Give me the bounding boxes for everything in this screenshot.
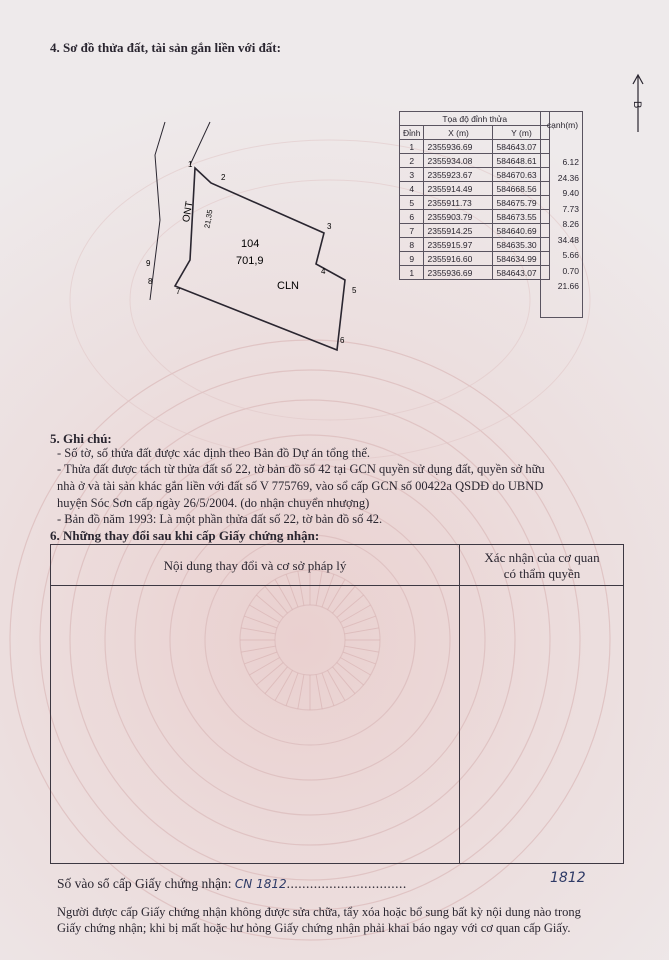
registration-number: CN 1812: [234, 877, 287, 891]
registration-label: Số vào sổ cấp Giấy chứng nhận:: [57, 876, 232, 891]
edge-lengths-column: [540, 111, 583, 318]
road-label: ONT: [181, 200, 196, 224]
note-line-5: - Bản đồ năm 1993: Là một phần thửa đất số 22, tờ bản đồ số 42.: [57, 512, 383, 526]
parcel-number: 104: [241, 238, 260, 250]
coord-cell-no: 9: [400, 252, 424, 266]
vertex-7: 7: [176, 287, 181, 296]
coord-row: [400, 266, 550, 280]
edge-value: 9.40: [562, 188, 579, 198]
registration-dots: ...............................: [286, 876, 407, 891]
vertex-4: 4: [321, 267, 326, 276]
edge-value: 34.48: [557, 234, 579, 245]
col-header-y: Y (m): [493, 126, 550, 140]
margin-note: 1812: [550, 870, 586, 886]
road-width: 21,35: [202, 208, 215, 229]
note-line-3: nhà ở và tài sản khác gắn liền với đất số V 775769, vào sổ cấp GCN số 00422a QSDĐ do UBND: [57, 479, 544, 493]
edge-value: 7.73: [562, 203, 579, 214]
edge-value: 0.70: [562, 265, 579, 276]
vertex-9: 9: [146, 259, 151, 268]
edge-value: 24.36: [557, 172, 579, 183]
coord-cell-y: 584640.69: [493, 224, 550, 238]
note-line-2: - Thửa đất được tách từ thửa đất số 22, tờ bản đồ số 42 tại GCN quyền sử dụng đất, quyền sở hữu: [57, 462, 545, 476]
header-divider: [51, 585, 623, 586]
coord-cell-x: 2355916.60: [424, 252, 493, 266]
coord-row: [400, 140, 550, 154]
section-4-title: 4. Sơ đồ thửa đất, tài sản gắn liền với đất:: [50, 40, 281, 55]
adjacent-land-label: CLN: [277, 280, 300, 292]
coord-cell-y: 584635.30: [493, 238, 550, 252]
coords-caption: Tọa độ đỉnh thửa: [400, 112, 550, 126]
vertex-5: 5: [352, 286, 357, 295]
coord-cell-no: 6: [400, 210, 424, 224]
coord-row: [400, 154, 550, 168]
confirmation-line-1: Xác nhận của cơ quan: [484, 550, 600, 565]
column-divider: [459, 545, 460, 863]
coord-cell-no: 4: [400, 182, 424, 196]
coord-cell-x: 2355936.69: [424, 140, 493, 154]
coord-cell-x: 2355934.08: [424, 154, 493, 168]
coord-cell-no: 1: [400, 140, 424, 154]
vertex-3: 3: [327, 222, 332, 231]
coordinates-table: [399, 111, 550, 280]
coord-cell-no: 7: [400, 224, 424, 238]
parcel-area: 701,9: [236, 255, 264, 267]
note-line-1: - Số tờ, số thửa đất được xác định theo Bản đồ Dự án tổng thể.: [57, 446, 371, 460]
edge-value: 6.12: [562, 157, 579, 167]
coord-row: [400, 168, 550, 182]
coord-cell-y: 584675.79: [493, 196, 550, 210]
coord-cell-y: 584648.61: [493, 154, 550, 168]
north-label: B: [631, 101, 643, 109]
footer-line-2: Giấy chứng nhận; khi bị mất hoặc hư hỏng Giấy chứng nhận phải khai báo ngay với cơ quan cấp Giấy.: [57, 921, 571, 935]
north-arrow-icon: [627, 72, 649, 134]
coord-cell-x: 2355911.73: [424, 196, 493, 210]
note-line-4: huyện Sóc Sơn cấp ngày 26/5/2004. (do nhận chuyển nhượng): [57, 496, 370, 510]
parcel-plan-diagram: [120, 110, 370, 360]
coord-row: [400, 252, 550, 266]
registration-line: [57, 876, 407, 892]
vertex-8: 8: [148, 277, 153, 286]
edge-value: 8.26: [562, 219, 579, 229]
col-header-changes: Nội dung thay đổi và cơ sở pháp lý: [163, 558, 347, 573]
coord-cell-no: 5: [400, 196, 424, 210]
coord-cell-no: 1: [400, 266, 424, 280]
vertex-1: 1: [188, 160, 193, 169]
coord-cell-y: 584670.63: [493, 168, 550, 182]
coord-cell-y: 584643.07: [493, 266, 550, 280]
coord-cell-y: 584673.55: [493, 210, 550, 224]
col-header-vertex: Đỉnh: [400, 126, 424, 140]
coord-cell-y: 584668.56: [493, 182, 550, 196]
section-5-title: 5. Ghi chú:: [50, 431, 112, 446]
edge-value: 5.66: [562, 250, 579, 260]
changes-table: [50, 544, 624, 864]
coord-cell-x: 2355936.69: [424, 266, 493, 280]
coord-row: [400, 196, 550, 210]
coord-row: [400, 182, 550, 196]
confirmation-line-2: có thẩm quyền: [503, 566, 581, 581]
coord-cell-no: 3: [400, 168, 424, 182]
vertex-2: 2: [221, 173, 226, 182]
section-6-title: 6. Những thay đổi sau khi cấp Giấy chứng nhận:: [50, 528, 320, 543]
coord-cell-y: 584634.99: [493, 252, 550, 266]
coord-cell-x: 2355923.67: [424, 168, 493, 182]
coord-row: [400, 238, 550, 252]
edge-value: 21.66: [557, 281, 579, 291]
col-header-edge: cạnh(m): [546, 120, 579, 130]
coord-cell-x: 2355903.79: [424, 210, 493, 224]
coord-cell-x: 2355915.97: [424, 238, 493, 252]
coord-cell-y: 584643.07: [493, 140, 550, 154]
col-header-confirmation: [460, 550, 624, 582]
coord-row: [400, 210, 550, 224]
vertex-6: 6: [340, 336, 345, 345]
coord-cell-no: 8: [400, 238, 424, 252]
col-header-x: X (m): [424, 126, 493, 140]
coord-cell-no: 2: [400, 154, 424, 168]
coord-row: [400, 224, 550, 238]
footer-line-1: Người được cấp Giấy chứng nhận không được sửa chữa, tẩy xóa hoặc bổ sung bất kỳ nội dung nào trong: [57, 905, 581, 919]
coord-cell-x: 2355914.25: [424, 224, 493, 238]
coord-cell-x: 2355914.49: [424, 182, 493, 196]
